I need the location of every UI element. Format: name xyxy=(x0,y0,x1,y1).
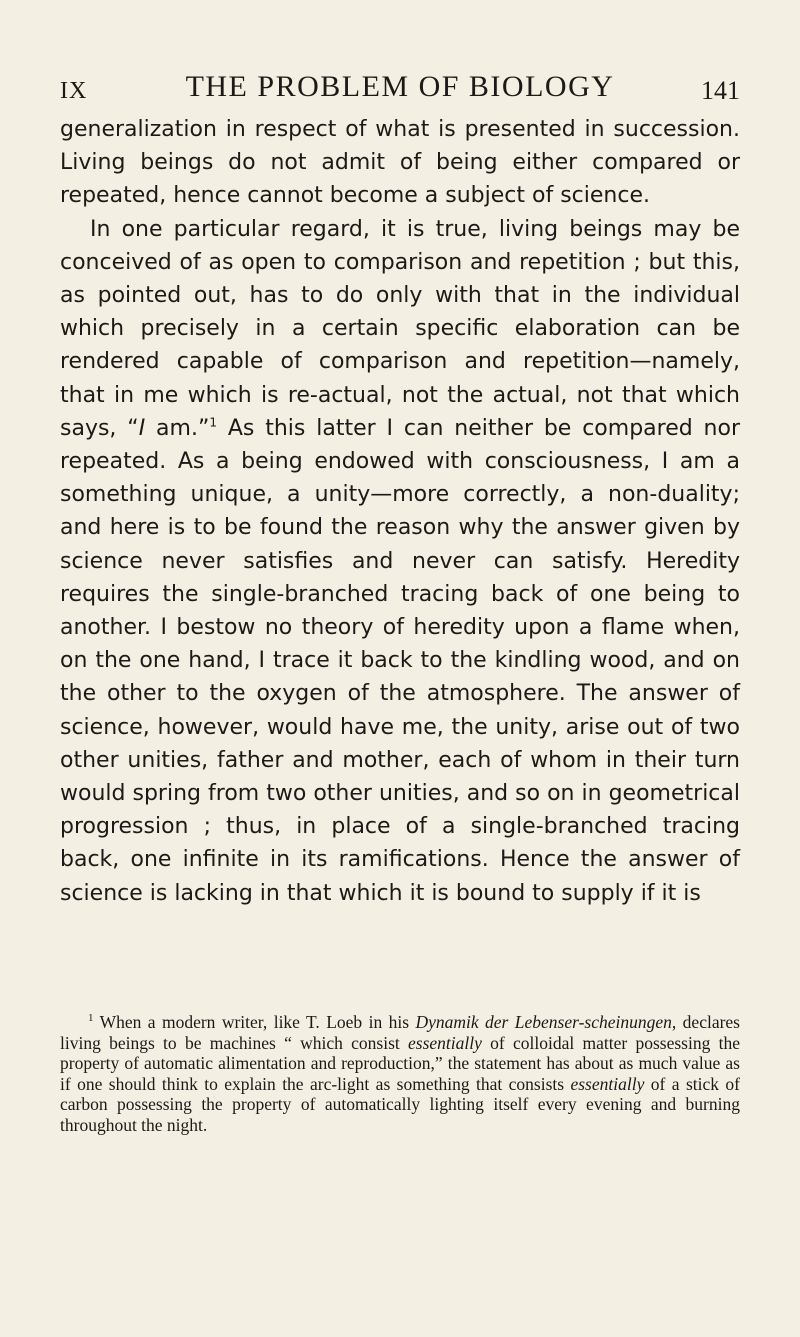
paragraph-2-italic-i: I xyxy=(138,415,146,441)
footnote xyxy=(60,1012,740,1136)
paragraph-2-part-2: am.” xyxy=(145,415,210,441)
footnote-text-1: When a modern writer, like T. Loeb in his xyxy=(93,1012,416,1032)
footnote-italic-1: Dynamik der Lebenser-scheinungen xyxy=(415,1012,672,1032)
footnote-italic-3: essentially xyxy=(570,1073,645,1094)
chapter-number: IX xyxy=(60,78,88,104)
footnote-text-4: of a stick of carbon possessing the property of automatically lighting itself every evening and burning throughout the night. xyxy=(60,1073,740,1135)
main-text xyxy=(60,113,740,910)
footnote-italic-2: essentially xyxy=(408,1032,482,1053)
paragraph-2-part-1: In one particular regard, it is true, living beings may be conceived of as open to comparison and repetition ; but this, as pointed out, has to do only with that in the individual which precisely in a certain specific elaboration can be rendered capable of comparison and repetition—namely, that in me which is re-actual, not the actual, not that which says, “ xyxy=(60,216,740,441)
running-header xyxy=(60,70,740,106)
footnote-reference: 1 xyxy=(209,415,217,430)
running-title: THE PROBLEM OF BIOLOGY xyxy=(185,70,615,103)
footnote-text-2: , declares living beings to be machines “ which consist xyxy=(60,1012,740,1053)
paragraph-2-part-3: As this latter I can neither be compared nor repeated. As a being endowed with consciousness, I am a something unique, a unity—more correctly, a non-duality; and here is to be found the reason why the answer given by science never satisfies and never can satisfy. Heredity requires the single-branched tracing back of one being to another. I bestow no theory of heredity upon a flame when, on the one hand, I trace it back to the kindling wood, and on the other to the oxygen of the atmosphere. The answer of science, however, would have me, the unity, arise out of two other unities, father and mother, each of whom in their turn would spring from two other unities, and so on in geometrical progression ; thus, in place of a single-branched tracing back, one infinite in its ramifications. Hence the answer of science is lacking in that which it is bound to supply if it is xyxy=(60,415,741,906)
paragraph-1: generalization in respect of what is presented in succession. Living beings do not admit of being either compared or repeated, hence cannot become a subject of science. xyxy=(60,117,740,209)
page-number: 141 xyxy=(701,76,740,105)
paragraph-2 xyxy=(60,213,740,910)
footnote-mark: 1 xyxy=(88,1012,94,1025)
footnote-text-3: of colloidal matter possessing the property of automatic alimentation and reproduction,” the statement has about as much value as if one should think to explain the arc-light as something that consists xyxy=(60,1032,740,1094)
